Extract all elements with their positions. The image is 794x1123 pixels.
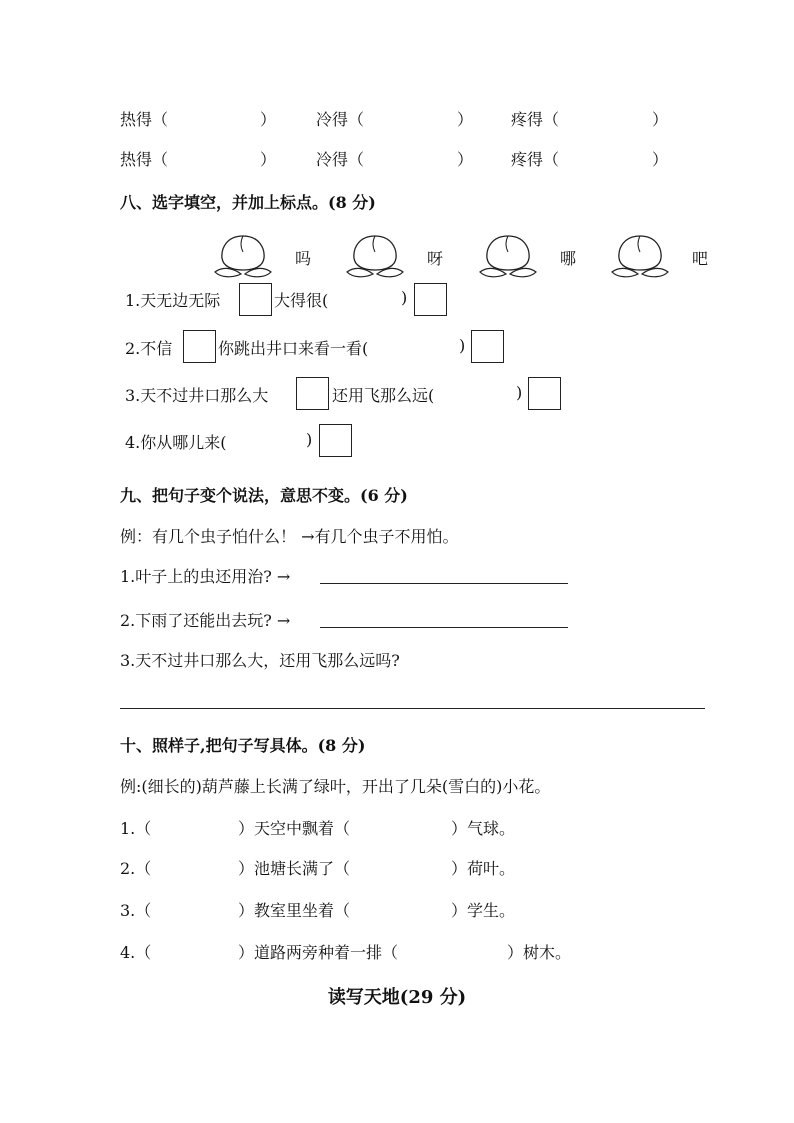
s8-q3-text-a: 3.天不过井口那么大 [125, 386, 269, 405]
section-9-title: 九、把句子变个说法，意思不变。(6 分) [120, 486, 408, 505]
item-end: ）气球。 [451, 819, 516, 838]
item-mid: ）天空中飘着（ [238, 819, 351, 838]
s8-q2-text-c: ) [459, 336, 466, 355]
section-9-q2: 2.下雨了还能出去玩? → [120, 611, 291, 630]
s8-q1-text-b: 大得很( [274, 291, 329, 310]
s8-q3-text-c: ) [516, 383, 523, 402]
item-num: 2.（ [120, 859, 152, 878]
peach-icon [478, 232, 538, 280]
peach-choice-2 [345, 232, 443, 280]
item-num: 4.（ [120, 943, 152, 962]
s8-q4-text-c: ) [306, 430, 313, 449]
item-mid: ）教室里坐着（ [238, 901, 351, 920]
fill-close: ） [652, 110, 669, 129]
s8-q2-text-b: 你跳出井口来看一看( [218, 339, 369, 358]
s8-q1-text-a: 1.天无边无际 [125, 291, 221, 310]
reading-writing-title: 读写天地(29 分) [327, 987, 467, 1008]
s8-q1-text-c: ) [401, 288, 408, 307]
section-9-q1: 1.叶子上的虫还用治? → [120, 567, 291, 586]
answer-box[interactable] [471, 330, 504, 363]
choice-char: 吧 [691, 249, 708, 268]
s8-q4-text-a: 4.你从哪儿来( [125, 433, 227, 452]
fill-label: 热得（ [120, 110, 169, 129]
peach-choice-3 [478, 232, 576, 280]
item-mid: ）池塘长满了（ [238, 859, 351, 878]
item-num: 3.（ [120, 901, 152, 920]
item-mid: ）道路两旁种着一排（ [238, 943, 399, 962]
peach-icon [213, 232, 273, 280]
answer-line[interactable] [120, 708, 705, 709]
answer-line[interactable] [320, 627, 568, 628]
fill-close: ） [260, 150, 277, 169]
answer-box[interactable] [319, 424, 352, 457]
fill-label: 疼得（ [511, 150, 560, 169]
answer-box[interactable] [528, 377, 561, 410]
item-end: ）学生。 [451, 901, 516, 920]
fill-label: 疼得（ [511, 110, 560, 129]
peach-icon [345, 232, 405, 280]
answer-box[interactable] [414, 283, 447, 316]
section-9-example: 例：有几个虫子怕什么！ →有几个虫子不用怕。 [120, 527, 459, 546]
s8-q2-text-a: 2.不信 [125, 339, 173, 358]
fill-close: ） [652, 150, 669, 169]
fill-close: ） [457, 110, 474, 129]
peach-icon [610, 232, 670, 280]
peach-choice-1 [213, 232, 311, 280]
answer-line[interactable] [320, 583, 568, 584]
answer-box[interactable] [296, 377, 329, 410]
answer-box[interactable] [239, 283, 272, 316]
item-end: ）荷叶。 [451, 859, 516, 878]
fill-close: ） [457, 150, 474, 169]
section-10-title: 十、照样子,把句子写具体。(8 分) [120, 736, 366, 755]
fill-close: ） [260, 110, 277, 129]
peach-choice-4 [610, 232, 708, 280]
item-end: ）树木。 [507, 943, 572, 962]
section-9-q3: 3.天不过井口那么大，还用飞那么远吗? [120, 651, 400, 670]
item-num: 1.（ [120, 819, 152, 838]
answer-box[interactable] [183, 330, 216, 363]
fill-label: 冷得（ [316, 110, 365, 129]
choice-char: 哪 [559, 249, 576, 268]
section-8-title: 八、选字填空，并加上标点。(8 分) [120, 193, 376, 212]
choice-char: 吗 [294, 249, 311, 268]
section-10-example: 例:(细长的)葫芦藤上长满了绿叶，开出了几朵(雪白的)小花。 [120, 777, 551, 796]
fill-label: 冷得（ [316, 150, 365, 169]
choice-char: 呀 [426, 249, 443, 268]
s8-q3-text-b: 还用飞那么远( [332, 386, 435, 405]
fill-label: 热得（ [120, 150, 169, 169]
